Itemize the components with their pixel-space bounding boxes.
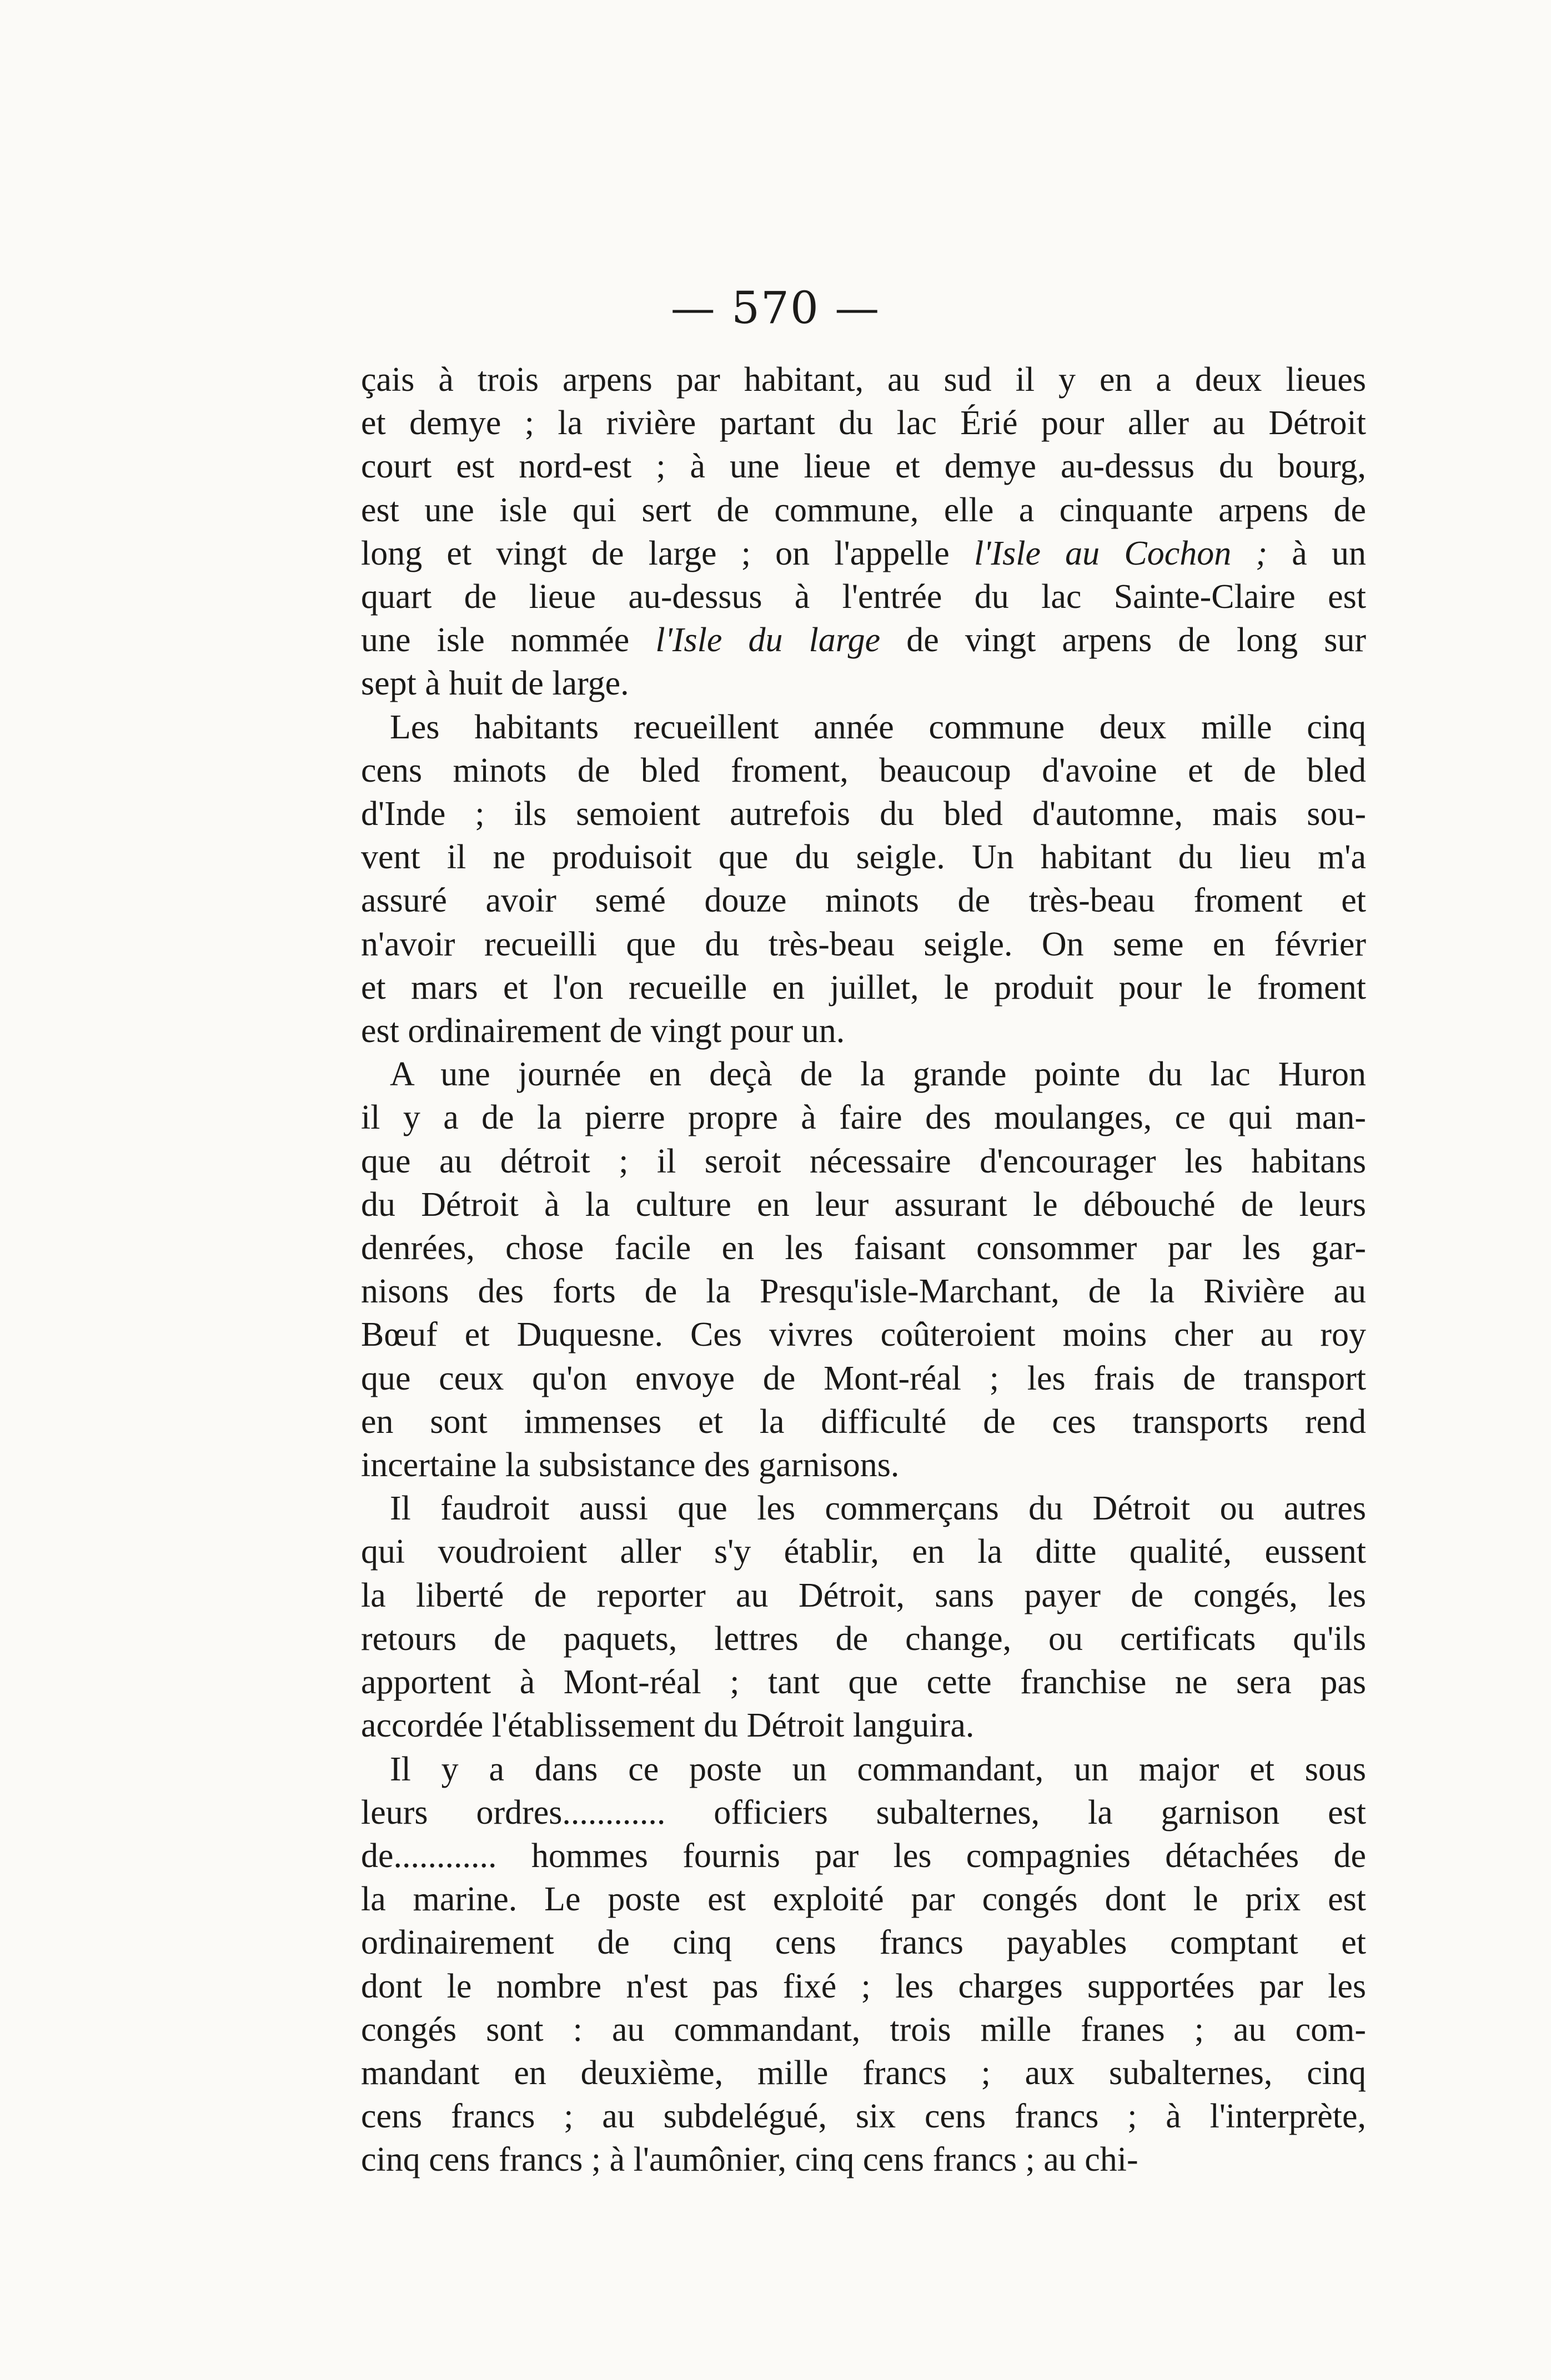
text-line: nisons des forts de la Presqu'isle-Marchant, de la Rivière au — [361, 1272, 1366, 1311]
text-line: cens francs ; au subdelégué, six cens francs ; à l'interprète, — [361, 2097, 1366, 2136]
paragraph — [361, 1053, 1366, 1487]
text-line: retours de paquets, lettres de change, ou certificats qu'ils — [361, 1619, 1366, 1658]
text-line: d'Inde ; ils semoient autrefois du bled d'automne, mais sou- — [361, 795, 1366, 833]
text-line: la marine. Le poste est exploité par congés dont le prix est — [361, 1880, 1366, 1919]
text-line: est ordinairement de vingt pour un. — [361, 1012, 845, 1050]
italic-text: l'Isle du large — [655, 621, 881, 660]
paragraph — [361, 1748, 1366, 2182]
text-line: en sont immenses et la difficulté de ces transports rend — [361, 1402, 1366, 1441]
paragraph — [361, 706, 1366, 1053]
text-line: dont le nombre n'est pas fixé ; les charges supportées par les — [361, 1967, 1366, 2005]
text-line: çais à trois arpens par habitant, au sud il y en a deux lieues — [361, 361, 1366, 399]
text-line: du Détroit à la culture en leur assurant le débouché de leurs — [361, 1185, 1366, 1224]
text-line: que au détroit ; il seroit nécessaire d'encourager les habitans — [361, 1142, 1366, 1180]
text-line: vent il ne produisoit que du seigle. Un habitant du lieu m'a — [361, 838, 1366, 877]
paragraph — [361, 1487, 1366, 1747]
text-line: mandant en deuxième, mille francs ; aux subalternes, cinq — [361, 2054, 1366, 2092]
text-line: de............ hommes fournis par les compagnies détachées de — [361, 1836, 1366, 1875]
text-line: que ceux qu'on envoye de Mont-réal ; les frais de transport — [361, 1359, 1366, 1397]
text-line: ordinairement de cinq cens francs payables comptant et — [361, 1924, 1366, 1962]
text-line: Il faudroit aussi que les commerçans du Détroit ou autres — [390, 1490, 1366, 1528]
text-line: sept à huit de large. — [361, 665, 629, 703]
text-line: denrées, chose facile en les faisant consommer par les gar- — [361, 1229, 1366, 1267]
italic-text: l'Isle au Cochon ; — [973, 534, 1268, 572]
text-line: qui voudroient aller s'y établir, en la ditte qualité, eussent — [361, 1533, 1366, 1571]
text-line: une isle nommée l'Isle du large de vingt arpens de long sur — [361, 621, 1367, 660]
text-line: incertaine la subsistance des garnisons. — [361, 1446, 900, 1485]
body-text — [361, 358, 1366, 2182]
text-line: Les habitants recueillent année commune deux mille cinq — [390, 708, 1366, 746]
text-line: long et vingt de large ; on l'appelle l'Isle au Cochon ; à un — [361, 534, 1366, 572]
text-line: et demye ; la rivière partant du lac Érié pour aller au Détroit — [361, 404, 1366, 442]
text-line: il y a de la pierre propre à faire des moulanges, ce qui man- — [361, 1099, 1366, 1137]
text-line: la liberté de reporter au Détroit, sans payer de congés, les — [361, 1576, 1366, 1614]
paragraph — [361, 358, 1366, 706]
text-line: n'avoir recueilli que du très-beau seigle. On seme en février — [361, 925, 1366, 963]
text-line: est une isle qui sert de commune, elle a cinquante arpens de — [361, 491, 1366, 529]
text-line: court est nord-est ; à une lieue et demye au-dessus du bourg, — [361, 447, 1366, 486]
text-line: accordée l'établissement du Détroit languira. — [361, 1707, 975, 1745]
text-line: apportent à Mont-réal ; tant que cette franchise ne sera pas — [361, 1663, 1366, 1702]
text-line: congés sont : au commandant, trois mille franes ; au com- — [361, 2010, 1366, 2049]
page-number: — 570 — — [670, 282, 881, 334]
text-line: et mars et l'on recueille en juillet, le produit pour le froment — [361, 968, 1366, 1007]
text-line: assuré avoir semé douze minots de très-beau froment et — [361, 882, 1366, 920]
text-line: cens minots de bled froment, beaucoup d'avoine et de bled — [361, 751, 1366, 789]
text-line: Bœuf et Duquesne. Ces vivres coûteroient moins cher au roy — [361, 1316, 1366, 1354]
text-line: leurs ordres............ officiers subalternes, la garnison est — [361, 1793, 1366, 1831]
text-line: Il y a dans ce poste un commandant, un major et sous — [390, 1750, 1366, 1788]
text-line: A une journée en deçà de la grande pointe du lac Huron — [390, 1055, 1366, 1094]
text-line: cinq cens francs ; à l'aumônier, cinq cens francs ; au chi- — [361, 2141, 1138, 2179]
text-line: quart de lieue au-dessus à l'entrée du lac Sainte-Claire est — [361, 578, 1366, 616]
